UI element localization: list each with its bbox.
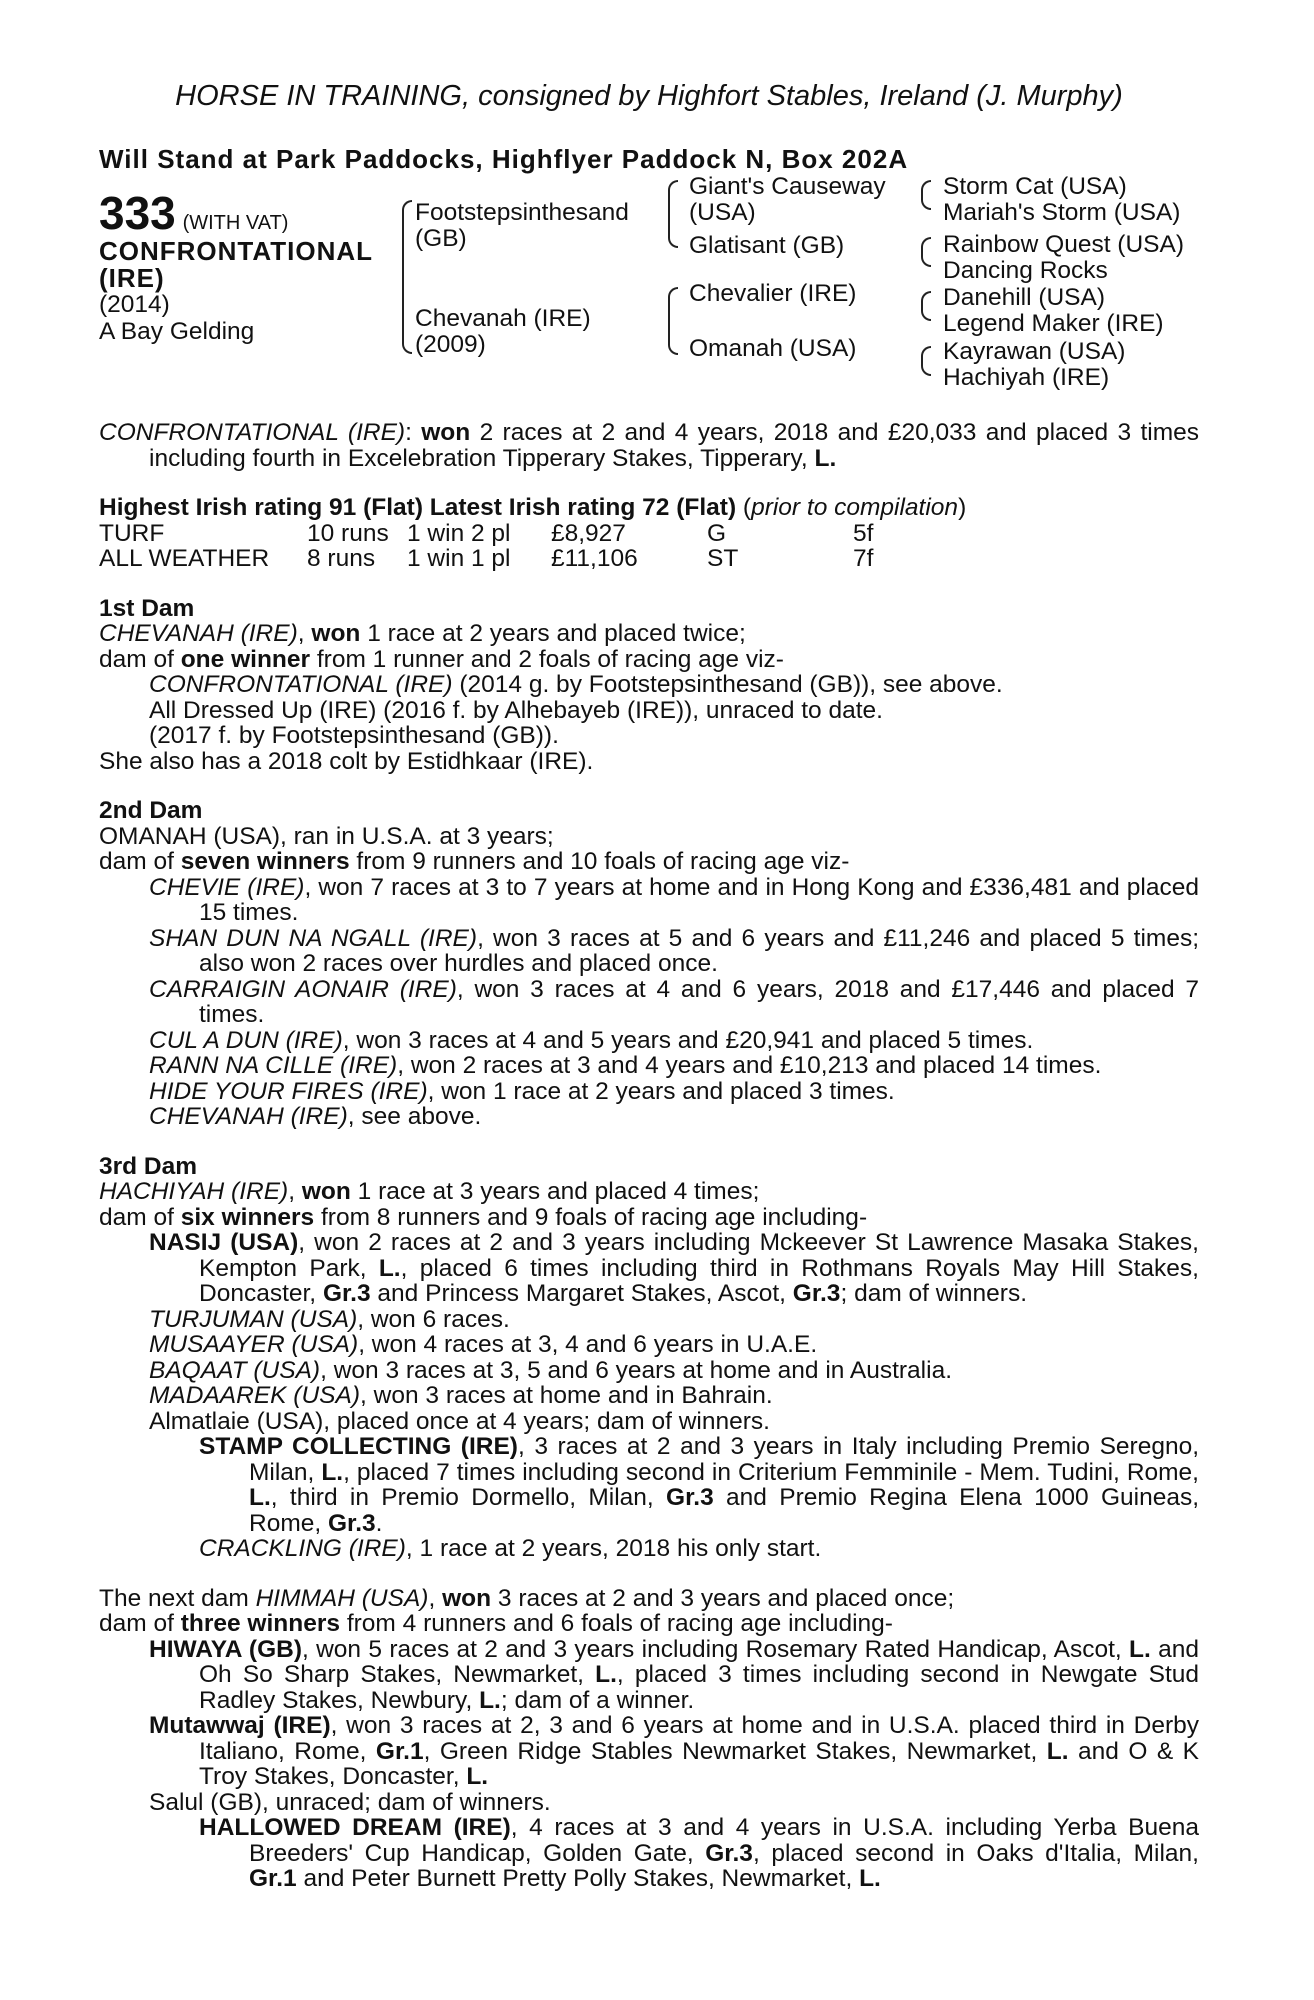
table-row: TURF 10 runs 1 win 2 pl £8,927 G 5f — [99, 519, 874, 547]
list-item: CHEVANAH (IRE), see above. — [149, 1103, 482, 1130]
ggsire-2: Rainbow Quest (USA) — [943, 231, 1185, 258]
summary-horse-name: CONFRONTATIONAL (IRE) — [99, 419, 406, 446]
list-item: TURJUMAN (USA), won 6 races. — [149, 1305, 510, 1333]
ratings-note: prior to compilation — [751, 494, 959, 521]
list-item: (2017 f. by Footstepsinthesand (GB)). — [149, 722, 559, 749]
gen3-brace-3 — [921, 291, 931, 321]
gen2-sire-brace — [668, 180, 678, 248]
dam-dam-name: Omanah (USA) — [689, 335, 857, 362]
ggdam-2: Dancing Rocks — [943, 257, 1108, 284]
consignor-header: HORSE IN TRAINING, consigned by Highfort Stables, Ireland (J. Murphy) — [175, 80, 1123, 112]
list-item: HIDE YOUR FIRES (IRE), won 1 race at 2 years and placed 3 times. — [149, 1077, 895, 1105]
ggdam-3: Legend Maker (IRE) — [943, 310, 1164, 337]
gen3-brace-2 — [921, 237, 931, 267]
list-item: CUL A DUN (IRE), won 3 races at 4 and 5 years and £20,941 and placed 5 times. — [149, 1026, 1034, 1054]
list-item: HIWAYA (GB), won 5 races at 2 and 3 years including Rosemary Rated Handicap, Ascot, L. and Oh So Sharp Stakes, Newmarket, L., placed 3 times including second in Newgate Stud Radley Stakes, Newbury, L.; dam of a winner. — [149, 1635, 1199, 1714]
catalogue-body — [99, 420, 1199, 1892]
next-dam-line: The next dam HIMMAH (USA), won 3 races at 2 and 3 years and placed once; — [99, 1584, 955, 1612]
list-item: CHEVIE (IRE), won 7 races at 3 to 7 years at home and in Hong Kong and £336,481 and placed 15 times. — [149, 873, 1199, 926]
list-item: All Dressed Up (IRE) (2016 f. by Alhebayeb (IRE)), unraced to date. — [149, 696, 883, 724]
sire-name: Footstepsinthesand — [415, 199, 629, 226]
first-dam-footer: She also has a 2018 colt by Estidhkaar (IRE). — [99, 747, 594, 775]
race-summary: CONFRONTATIONAL (IRE): won 2 races at 2 and 4 years, 2018 and £20,033 and placed 3 times including fourth in Excelebration Tipperary Stakes, Tipperary, L. — [99, 419, 1199, 472]
sire-sire-country: (USA) — [689, 199, 756, 226]
dam-sire-name: Chevalier (IRE) — [689, 280, 857, 307]
list-item: STAMP COLLECTING (IRE), 3 races at 2 and 3 years in Italy including Premio Seregno, Milan, L., placed 7 times including second in Criterium Femminile - Mem. Tudini, Rome, L., third in Premio Dormello, Milan, Gr.3 and Premio Regina Elena 1000 Guineas, Rome, Gr.3. — [199, 1433, 1200, 1537]
second-dam-produce: dam of seven winners from 9 runners and 10 foals of racing age viz- — [99, 848, 850, 875]
ggsire-3: Danehill (USA) — [943, 284, 1106, 311]
horse-name: CONFRONTATIONAL — [99, 236, 373, 266]
next-dam-produce: dam of three winners from 4 runners and 6 foals of racing age including- — [99, 1610, 893, 1637]
list-item: MADAAREK (USA), won 3 races at home and in Bahrain. — [149, 1382, 773, 1409]
third-dam-produce: dam of six winners from 8 runners and 9 foals of racing age including- — [99, 1203, 868, 1231]
second-dam-line: OMANAH (USA), ran in U.S.A. at 3 years; — [99, 822, 554, 850]
sire-country: (GB) — [415, 225, 467, 252]
ggdam-4: Hachiyah (IRE) — [943, 364, 1110, 391]
list-item: Mutawwaj (IRE), won 3 races at 2, 3 and 6 years at home and in U.S.A. placed third in Derby Italiano, Rome, Gr.1, Green Ridge Stables Newmarket Stakes, Newmarket, L. and O & K Troy Stakes, Doncaster, L. — [149, 1712, 1199, 1790]
gen3-brace-4 — [921, 346, 931, 376]
list-item: Salul (GB), unraced; dam of winners. — [149, 1788, 551, 1816]
third-dam-line: HACHIYAH (IRE), won 1 race at 3 years and placed 4 times; — [99, 1178, 760, 1205]
sire-sire-name: Giant's Causeway — [689, 173, 886, 200]
list-item: Almatlaie (USA), placed once at 4 years; dam of winners. — [149, 1407, 770, 1435]
first-dam-line: CHEVANAH (IRE), won 1 race at 2 years and placed twice; — [99, 620, 746, 647]
horse-description: A Bay Gelding — [99, 318, 255, 345]
list-item: MUSAAYER (USA), won 4 races at 3, 4 and 6 years in U.A.E. — [149, 1331, 818, 1358]
ratings-line: Highest Irish rating 91 (Flat) Latest Irish rating 72 (Flat) (prior to compilation) — [99, 494, 967, 521]
gen2-dam-brace — [668, 287, 678, 355]
foaling-year: (2014) — [99, 291, 170, 318]
vat-note: (WITH VAT) — [182, 212, 289, 234]
list-item: NASIJ (USA), won 2 races at 2 and 3 years including Mckeever St Lawrence Masaka Stakes, Kempton Park, L., placed 6 times including third in Rothmans Royals May Hill Stakes, Doncaster, Gr.3 and Princess Margaret Stakes, Ascot, Gr.3; dam of winners. — [149, 1229, 1199, 1307]
dam-year: (2009) — [415, 331, 486, 358]
list-item: RANN NA CILLE (IRE), won 2 races at 3 and 4 years and £10,213 and placed 14 times. — [149, 1052, 1102, 1079]
lot-number: 333 — [99, 187, 176, 239]
stabling-location: Will Stand at Park Paddocks, Highflyer Paddock N, Box 202A — [99, 144, 909, 174]
list-item: BAQAAT (USA), won 3 races at 3, 5 and 6 years at home and in Australia. — [149, 1356, 953, 1384]
list-item: CARRAIGIN AONAIR (IRE), won 3 races at 4 and 6 years, 2018 and £17,446 and placed 7 times. — [149, 975, 1199, 1028]
sire-dam-name: Glatisant (GB) — [689, 232, 845, 259]
third-dam-heading: 3rd Dam — [99, 1152, 198, 1180]
ratings-table — [99, 521, 873, 572]
ggsire-4: Kayrawan (USA) — [943, 338, 1126, 365]
ggdam-1: Mariah's Storm (USA) — [943, 199, 1181, 226]
first-dam-heading: 1st Dam — [99, 594, 195, 622]
table-row: ALL WEATHER 8 runs 1 win 1 pl £11,106 ST 7f — [99, 545, 874, 572]
list-item: CONFRONTATIONAL (IRE) (2014 g. by Footstepsinthesand (GB)), see above. — [149, 671, 1003, 698]
lot-number-line — [99, 186, 288, 240]
ratings-bold: Highest Irish rating 91 (Flat) Latest Irish rating 72 (Flat) — [99, 494, 737, 521]
list-item: CRACKLING (IRE), 1 race at 2 years, 2018 his only start. — [199, 1535, 822, 1562]
list-item: HALLOWED DREAM (IRE), 4 races at 3 and 4 years in U.S.A. including Yerba Buena Breeders' Cup Handicap, Golden Gate, Gr.3, placed second in Oaks d'Italia, Milan, Gr.1 and Peter Burnett Pretty Polly Stakes, Newmarket, L. — [199, 1814, 1199, 1892]
ggsire-1: Storm Cat (USA) — [943, 173, 1127, 200]
dam-name: Chevanah (IRE) — [415, 305, 591, 332]
first-dam-produce: dam of one winner from 1 runner and 2 foals of racing age viz- — [99, 645, 784, 673]
second-dam-heading: 2nd Dam — [99, 797, 203, 824]
list-item: SHAN DUN NA NGALL (IRE), won 3 races at 5 and 6 years and £11,246 and placed 5 times; also won 2 races over hurdles and placed once. — [149, 924, 1200, 977]
horse-country: (IRE) — [99, 263, 165, 293]
gen3-brace-1 — [921, 180, 931, 210]
gen1-brace — [402, 200, 412, 354]
